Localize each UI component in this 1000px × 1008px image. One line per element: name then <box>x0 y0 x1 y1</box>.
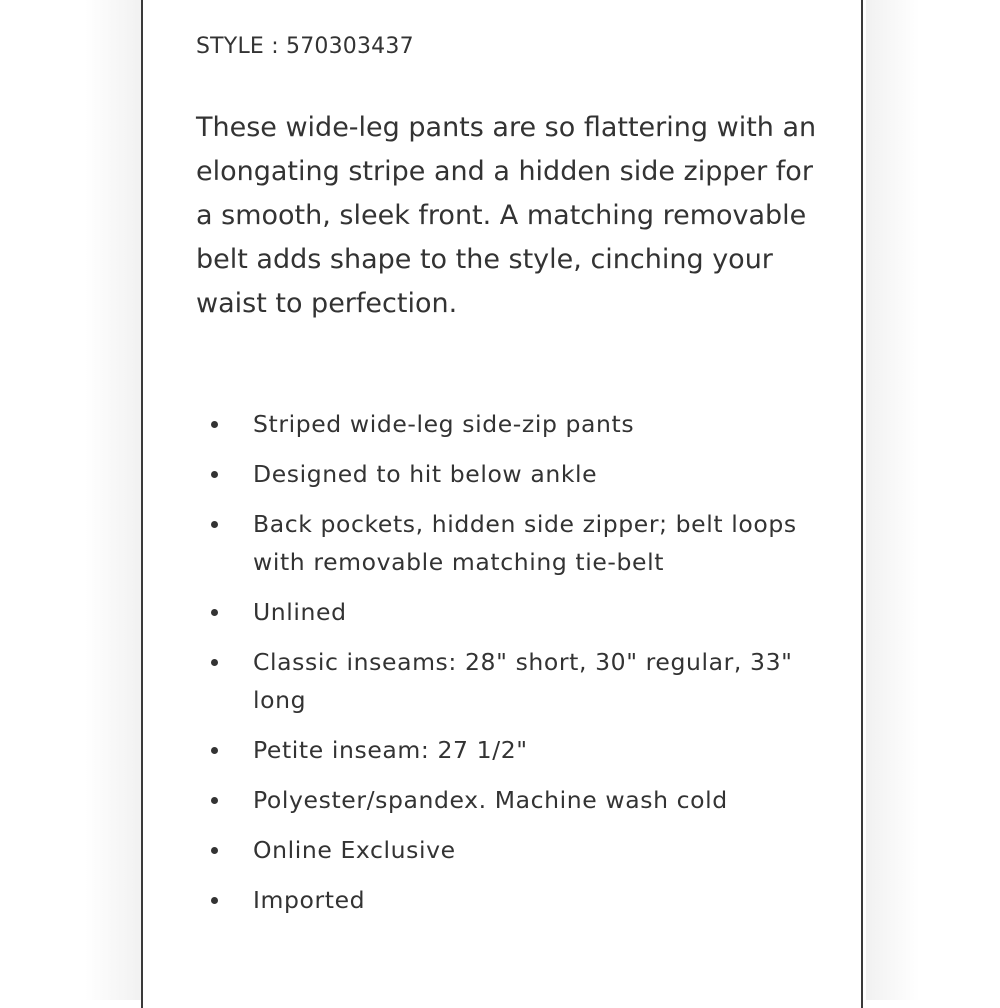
bullet-icon <box>211 609 218 616</box>
list-item <box>196 455 816 493</box>
list-item <box>196 405 816 443</box>
list-item <box>196 831 816 869</box>
bullet-icon <box>211 847 218 854</box>
feature-list <box>196 405 816 931</box>
list-item <box>196 731 816 769</box>
list-item <box>196 643 816 719</box>
list-item <box>196 505 816 581</box>
bullet-icon <box>211 897 218 904</box>
bullet-icon <box>211 797 218 804</box>
bullet-icon <box>211 659 218 666</box>
feature-text: Designed to hit below ankle <box>253 460 598 488</box>
right-margin-shade <box>866 0 1000 1000</box>
left-margin-shade <box>0 0 142 1000</box>
feature-text: Imported <box>253 886 366 914</box>
feature-text: Classic inseams: 28" short, 30" regular, 33" long <box>253 648 793 714</box>
list-item <box>196 881 816 919</box>
feature-text: Unlined <box>253 598 347 626</box>
bullet-icon <box>211 521 218 528</box>
product-details-panel <box>141 0 863 1008</box>
feature-text: Polyester/spandex. Machine wash cold <box>253 786 728 814</box>
list-item <box>196 593 816 631</box>
feature-text: Petite inseam: 27 1/2" <box>253 736 528 764</box>
feature-text: Back pockets, hidden side zipper; belt loops with removable matching tie-belt <box>253 510 797 576</box>
bullet-icon <box>211 421 218 428</box>
list-item <box>196 781 816 819</box>
feature-text: Striped wide-leg side-zip pants <box>253 410 635 438</box>
bullet-icon <box>211 471 218 478</box>
style-number: STYLE : 570303437 <box>196 34 414 59</box>
product-description: These wide-leg pants are so flattering with an elongating stripe and a hidden side zipper for a smooth, sleek front. A matching removable belt adds shape to the style, cinching your waist to perfection. <box>196 112 817 319</box>
feature-text: Online Exclusive <box>253 836 456 864</box>
bullet-icon <box>211 747 218 754</box>
